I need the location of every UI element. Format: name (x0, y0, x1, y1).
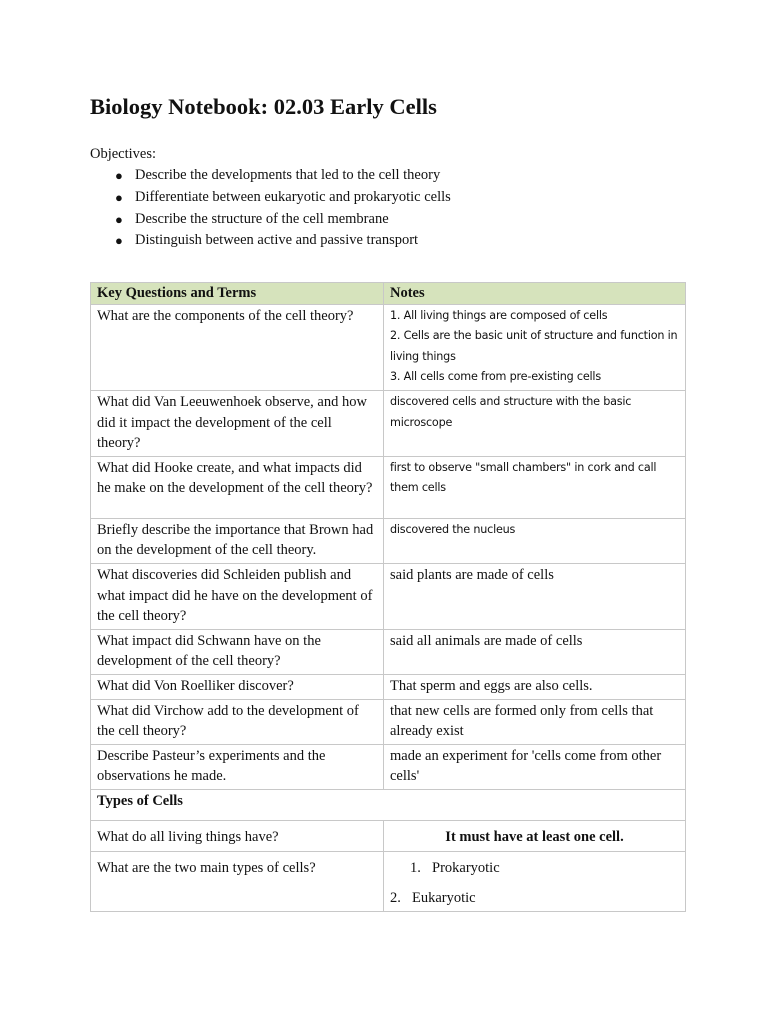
notes-table (90, 282, 686, 912)
question-cell: What did Von Roelliker discover? (91, 674, 384, 699)
table-row (91, 390, 686, 456)
notes-cell: that new cells are formed only from cells that already exist (384, 699, 686, 744)
notes-cell: said all animals are made of cells (384, 629, 686, 674)
objective-item: ● Distinguish between active and passive transport (90, 230, 690, 252)
note-text: 2. Cells are the basic unit of structure and function in living things (390, 329, 678, 363)
note-text: 3. All cells come from pre-existing cells (390, 370, 601, 384)
note-text: first to observe "small chambers" in cork and call them cells (390, 460, 657, 495)
question-cell: What did Van Leeuwenhoek observe, and how did it impact the development of the cell theory? (91, 390, 384, 456)
header-notes: Notes (384, 283, 686, 305)
note-text: discovered the nucleus (390, 522, 516, 536)
notes-cell: made an experiment for 'cells come from other cells' (384, 744, 686, 789)
notes-cell (384, 456, 686, 518)
table-row (91, 456, 686, 518)
notes-cell (384, 390, 686, 456)
table-row (91, 699, 686, 744)
notes-cell (384, 518, 686, 563)
table-row (91, 851, 686, 911)
section-title: Types of Cells (91, 789, 686, 820)
notes-cell: said plants are made of cells (384, 563, 686, 629)
notes-cell (384, 304, 686, 390)
objectives-label: Objectives: (90, 146, 157, 162)
question-cell: What did Virchow add to the development of the cell theory? (91, 699, 384, 744)
note-text: discovered cells and structure with the basic microscope (390, 394, 632, 429)
question-cell: What are the two main types of cells? (91, 851, 384, 911)
table-row (91, 304, 686, 390)
notes-cell: That sperm and eggs are also cells. (384, 674, 686, 699)
question-cell: What discoveries did Schleiden publish and what impact did he have on the development of the cell theory? (91, 563, 384, 629)
section-header-row (91, 789, 686, 820)
table-row (91, 820, 686, 851)
question-cell: What impact did Schwann have on the development of the cell theory? (91, 629, 384, 674)
objective-item: ● Describe the developments that led to the cell theory (90, 165, 690, 187)
question-cell: What are the components of the cell theory? (91, 304, 384, 390)
list-item: 2. Eukaryotic (390, 890, 476, 907)
question-cell: What did Hooke create, and what impacts did he make on the development of the cell theory? (91, 456, 384, 518)
table-row (91, 518, 686, 563)
table-row (91, 674, 686, 699)
answer-cell (384, 851, 686, 911)
question-cell: What do all living things have? (91, 820, 384, 851)
bullet-icon: ● (115, 189, 123, 205)
bullet-icon: ● (115, 168, 123, 183)
objectives-list (90, 165, 690, 252)
note-text: 1. All living things are composed of cells (390, 308, 608, 322)
cell-types-list (390, 858, 679, 909)
objective-item: ● Describe the structure of the cell membrane (90, 209, 690, 231)
question-cell: Describe Pasteur’s experiments and the observations he made. (91, 744, 384, 789)
header-key-questions: Key Questions and Terms (91, 283, 384, 305)
table-header-row (91, 283, 686, 305)
list-item: 1. Prokaryotic (410, 859, 500, 876)
answer-cell: It must have at least one cell. (384, 820, 686, 851)
bullet-icon: ● (115, 211, 123, 227)
page-title: Biology Notebook: 02.03 Early Cells (90, 94, 437, 119)
table-row (91, 563, 686, 629)
table-row (91, 744, 686, 789)
question-cell: Briefly describe the importance that Brown had on the development of the cell theory. (91, 518, 384, 563)
objective-item: ● Differentiate between eukaryotic and prokaryotic cells (90, 187, 690, 209)
bullet-icon: ● (115, 233, 123, 249)
table-row (91, 629, 686, 674)
